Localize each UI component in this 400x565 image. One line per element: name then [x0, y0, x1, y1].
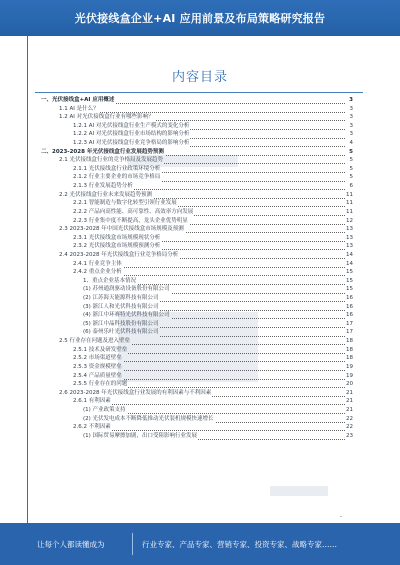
toc-entry-page: 21 — [346, 398, 353, 405]
toc-entry-page: 20 — [346, 381, 353, 388]
toc-entry-page: 23 — [346, 432, 353, 439]
toc-entry-page: 22 — [346, 415, 353, 422]
report-title: 光伏接线盒企业+AI 应用前景及布局策略研究报告 — [74, 12, 326, 25]
toc-entry-page: 15 — [346, 269, 353, 276]
header-banner — [0, 0, 400, 36]
page-marker: - — [340, 513, 343, 520]
toc-entry-page: 6 — [345, 182, 353, 191]
toc-entry-page: 16 — [346, 295, 353, 302]
toc-entry-page: 21 — [346, 406, 353, 413]
table-of-contents — [35, 96, 353, 440]
toc-entry-label: 2.1.2 行业主要企业的市场竞争格局 — [73, 174, 161, 181]
toc-entry-page: 18 — [346, 338, 353, 345]
toc-entry-label: 2.6 2023-2028 年光伏接线盒行业发展的有利因素与不利因素 — [59, 389, 212, 396]
toc-entry-label: 2.2.1 智能制造与数字化转型引领行业发展 — [73, 200, 177, 207]
toc-entry-page: 4 — [345, 139, 353, 148]
toc-entry-page: 11 — [346, 200, 353, 207]
toc-entry-page: 5 — [345, 173, 353, 182]
toc-entry-page: 3 — [345, 105, 353, 114]
toc-entry-label: 2.1 光伏接线盒行业的竞争格局及发展趋势 — [59, 157, 163, 164]
toc-entry-label: 2.4 2023-2028 年光伏接线盒行业竞争格局分析 — [59, 251, 179, 258]
toc-entry-page: 17 — [346, 320, 353, 327]
toc-entry-label: 1.2.2 AI 对光伏接线盒行业市场结构的影响分析 — [73, 131, 190, 138]
toc-entry[interactable] — [35, 432, 353, 441]
toc-entry-label: (1) 苏州通润驱动设备股份有限公司 — [83, 286, 170, 293]
toc-entry-label: 1、重点企业基本情况 — [83, 277, 136, 284]
toc-entry-label: 2.2.3 行业集中度不断提高，龙头企业优势明显 — [73, 217, 188, 224]
highlight-block — [128, 155, 238, 167]
toc-entry-page: 13 — [346, 234, 353, 241]
toc-entry-label: 2.3.2 光伏接线盒市场规模预测分析 — [73, 243, 161, 250]
toc-entry-label: 2.5.1 技术及研发壁垒 — [73, 346, 128, 353]
toc-entry-label: 二、2023-2028 年光伏接线盒行业发展趋势预测 — [41, 148, 164, 155]
toc-entry-page: 5 — [345, 156, 353, 165]
toc-entry-page: 13 — [346, 243, 353, 250]
toc-entry-label: 2.6.1 有利因素 — [73, 398, 111, 405]
toc-entry-page: 17 — [346, 329, 353, 336]
toc-title: 内容目录 — [171, 70, 228, 85]
toc-divider — [35, 92, 363, 93]
toc-entry-page: 16 — [346, 303, 353, 310]
toc-entry-page: 22 — [346, 424, 353, 431]
toc-entry-label: 2.1.3 行业发展趋势分析 — [73, 183, 133, 190]
toc-entry-label: 2.2 光伏接线盒行业未来发展趋势预测 — [59, 191, 152, 198]
toc-entry-page: 5 — [345, 165, 353, 174]
toc-entry-label: (4) 浙江中环赛特光伏科技有限公司 — [83, 312, 170, 319]
toc-entry-label: 2.4.2 重点企业分析 — [73, 269, 122, 276]
toc-entry-page: 3 — [345, 122, 353, 131]
toc-entry-page: 12 — [346, 217, 353, 224]
toc-entry-label: (5) 浙江中晶科技股份有限公司 — [83, 320, 159, 327]
toc-entry-page: 3 — [345, 113, 353, 122]
toc-entry-page: 13 — [346, 226, 353, 233]
toc-entry-label: (6) 泰州乐叶光伏科技有限公司 — [83, 329, 159, 336]
toc-entry-label: 2.5.5 行业存在的问题 — [73, 381, 128, 388]
toc-entry-label: 2.2.2 产品向高性能、高可靠性、高效率方向发展 — [73, 208, 194, 215]
highlight-block — [118, 312, 258, 382]
toc-entry-label: (2) 光伏发电成本不断降低推动光伏装机规模快速增长 — [83, 415, 214, 422]
highlight-block — [270, 486, 328, 496]
toc-entry-page: 18 — [346, 346, 353, 353]
footer-slogan: 让每个人都读懂成为 — [37, 540, 105, 549]
left-margin-line — [27, 36, 28, 523]
footer-banner — [0, 523, 400, 565]
toc-entry-label: 2.3.1 光伏接线盒市场规模现状分析 — [73, 234, 161, 241]
toc-entry-label: 2.5.4 产品质量壁垒 — [73, 372, 122, 379]
toc-entry-label: 2.4.1 行业竞争主体 — [73, 260, 122, 267]
toc-entry-page: 21 — [346, 389, 353, 396]
toc-entry-label: (1) 产业政策支持 — [83, 406, 126, 413]
toc-entry-label: (2) 江苏海天能源科技有限公司 — [83, 295, 159, 302]
toc-entry-page: 3 — [345, 96, 353, 105]
toc-entry-label: 一、光伏接线盒+AI 应用概述 — [41, 97, 115, 103]
toc-entry-label: 2.5.2 市场渠道壁垒 — [73, 355, 122, 362]
toc-entry-page: 3 — [345, 130, 353, 139]
toc-entry-label: 2.5 行业存在问题及进入壁垒 — [59, 338, 130, 345]
toc-entry-page: 15 — [346, 286, 353, 293]
toc-entry-label: 2.3 2023-2028 年中国光伏接线盒市场规模及预测 — [59, 226, 184, 233]
toc-entry-label: 1.1 AI 是什么？ — [59, 105, 99, 112]
toc-entry-label: 2.5.3 资金规模壁垒 — [73, 363, 122, 370]
toc-entry-label: 2.6.2 不利因素 — [73, 424, 111, 431]
toc-entry-label: 1.2.3 AI 对光伏接线盒行业竞争格局的影响分析 — [73, 140, 190, 147]
toc-entry-page: 19 — [346, 363, 353, 370]
toc-entry-label: (3) 浙江人和光伏科技有限公司 — [83, 303, 159, 310]
toc-entry-page: 11 — [346, 191, 353, 198]
toc-entry-page: 14 — [346, 260, 353, 267]
toc-entry-label: 2.1.1 光伏接线盒行业政策环境分析 — [73, 165, 161, 172]
toc-entry-label: 1.2.1 AI 对光伏接线盒行业生产模式的变化分析 — [73, 122, 190, 129]
toc-entry-page: 16 — [346, 312, 353, 319]
toc-entry-page: 15 — [346, 277, 353, 284]
toc-entry-label: (1) 国际贸易摩擦加剧，出口受阻影响行业发展 — [83, 432, 198, 439]
footer-divider — [132, 533, 133, 555]
footer-tagline: 行业专家、产品专家、营销专家、投资专家、战略专家…… — [142, 540, 337, 549]
toc-entry-page: 14 — [346, 251, 353, 258]
toc-entry-page: 5 — [345, 148, 353, 157]
toc-entry-page: 19 — [346, 372, 353, 379]
toc-entry-label: 1.2 AI 对光伏接线盒行业有哪些影响？ — [59, 114, 154, 121]
toc-entry-page: 18 — [346, 355, 353, 362]
toc-entry-page: 11 — [346, 208, 353, 215]
